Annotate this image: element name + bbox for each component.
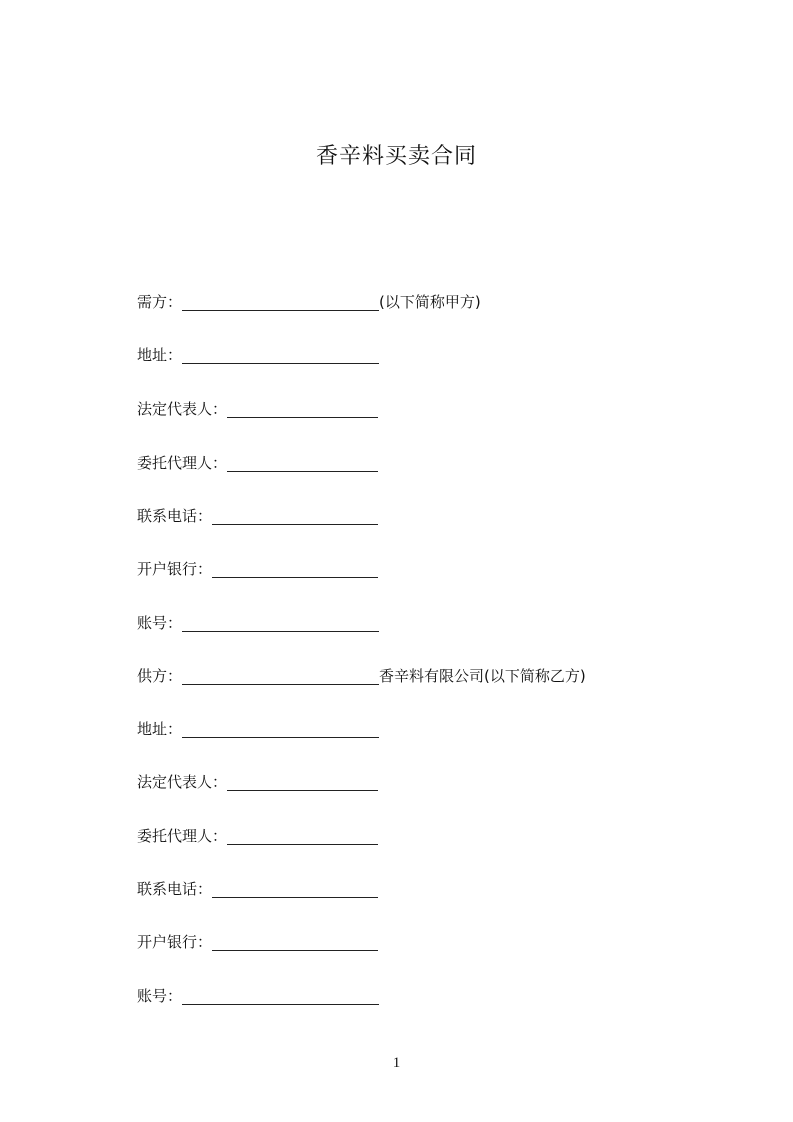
buyer-account-label: 账号： bbox=[137, 614, 183, 632]
buyer-party-label: 需方： bbox=[137, 293, 183, 311]
seller-account-label: 账号： bbox=[137, 987, 183, 1005]
seller-legal-rep-label: 法定代表人： bbox=[137, 773, 228, 791]
buyer-account-field bbox=[137, 611, 379, 633]
buyer-address-field bbox=[137, 343, 379, 365]
seller-account-field bbox=[137, 984, 379, 1006]
seller-address-label: 地址： bbox=[137, 720, 183, 738]
buyer-bank-label: 开户银行： bbox=[137, 560, 213, 578]
buyer-phone-label: 联系电话： bbox=[137, 507, 213, 525]
seller-party-field bbox=[137, 664, 586, 686]
buyer-agent-field bbox=[137, 451, 378, 473]
buyer-address-label: 地址： bbox=[137, 346, 183, 364]
seller-party-blank[interactable] bbox=[182, 668, 379, 685]
seller-bank-blank[interactable] bbox=[212, 934, 378, 951]
buyer-address-blank[interactable] bbox=[182, 347, 379, 364]
buyer-phone-blank[interactable] bbox=[212, 508, 378, 525]
buyer-legal-rep-blank[interactable] bbox=[227, 401, 378, 418]
document-title: 香辛料买卖合同 bbox=[315, 144, 477, 169]
buyer-phone-field bbox=[137, 504, 378, 526]
buyer-legal-rep-field bbox=[137, 397, 378, 419]
buyer-legal-rep-label: 法定代表人： bbox=[137, 400, 228, 418]
buyer-party-suffix: (以下简称甲方) bbox=[379, 293, 481, 311]
seller-phone-field bbox=[137, 877, 378, 899]
seller-phone-blank[interactable] bbox=[212, 881, 378, 898]
buyer-agent-label: 委托代理人： bbox=[137, 454, 228, 472]
seller-party-suffix: 香辛料有限公司(以下简称乙方) bbox=[379, 667, 586, 685]
buyer-party-blank[interactable] bbox=[182, 294, 379, 311]
buyer-account-blank[interactable] bbox=[182, 615, 379, 632]
seller-legal-rep-field bbox=[137, 770, 378, 792]
buyer-party-field bbox=[137, 290, 481, 312]
seller-agent-label: 委托代理人： bbox=[137, 827, 228, 845]
seller-bank-field bbox=[137, 930, 378, 952]
seller-address-field bbox=[137, 717, 379, 739]
seller-account-blank[interactable] bbox=[182, 988, 379, 1005]
buyer-agent-blank[interactable] bbox=[227, 455, 378, 472]
seller-bank-label: 开户银行： bbox=[137, 933, 213, 951]
page-number: 1 bbox=[392, 1055, 401, 1071]
seller-legal-rep-blank[interactable] bbox=[227, 774, 378, 791]
buyer-bank-blank[interactable] bbox=[212, 561, 378, 578]
seller-phone-label: 联系电话： bbox=[137, 880, 213, 898]
seller-address-blank[interactable] bbox=[182, 721, 379, 738]
seller-agent-blank[interactable] bbox=[227, 828, 378, 845]
seller-agent-field bbox=[137, 824, 378, 846]
seller-party-label: 供方： bbox=[137, 667, 183, 685]
buyer-bank-field bbox=[137, 557, 378, 579]
